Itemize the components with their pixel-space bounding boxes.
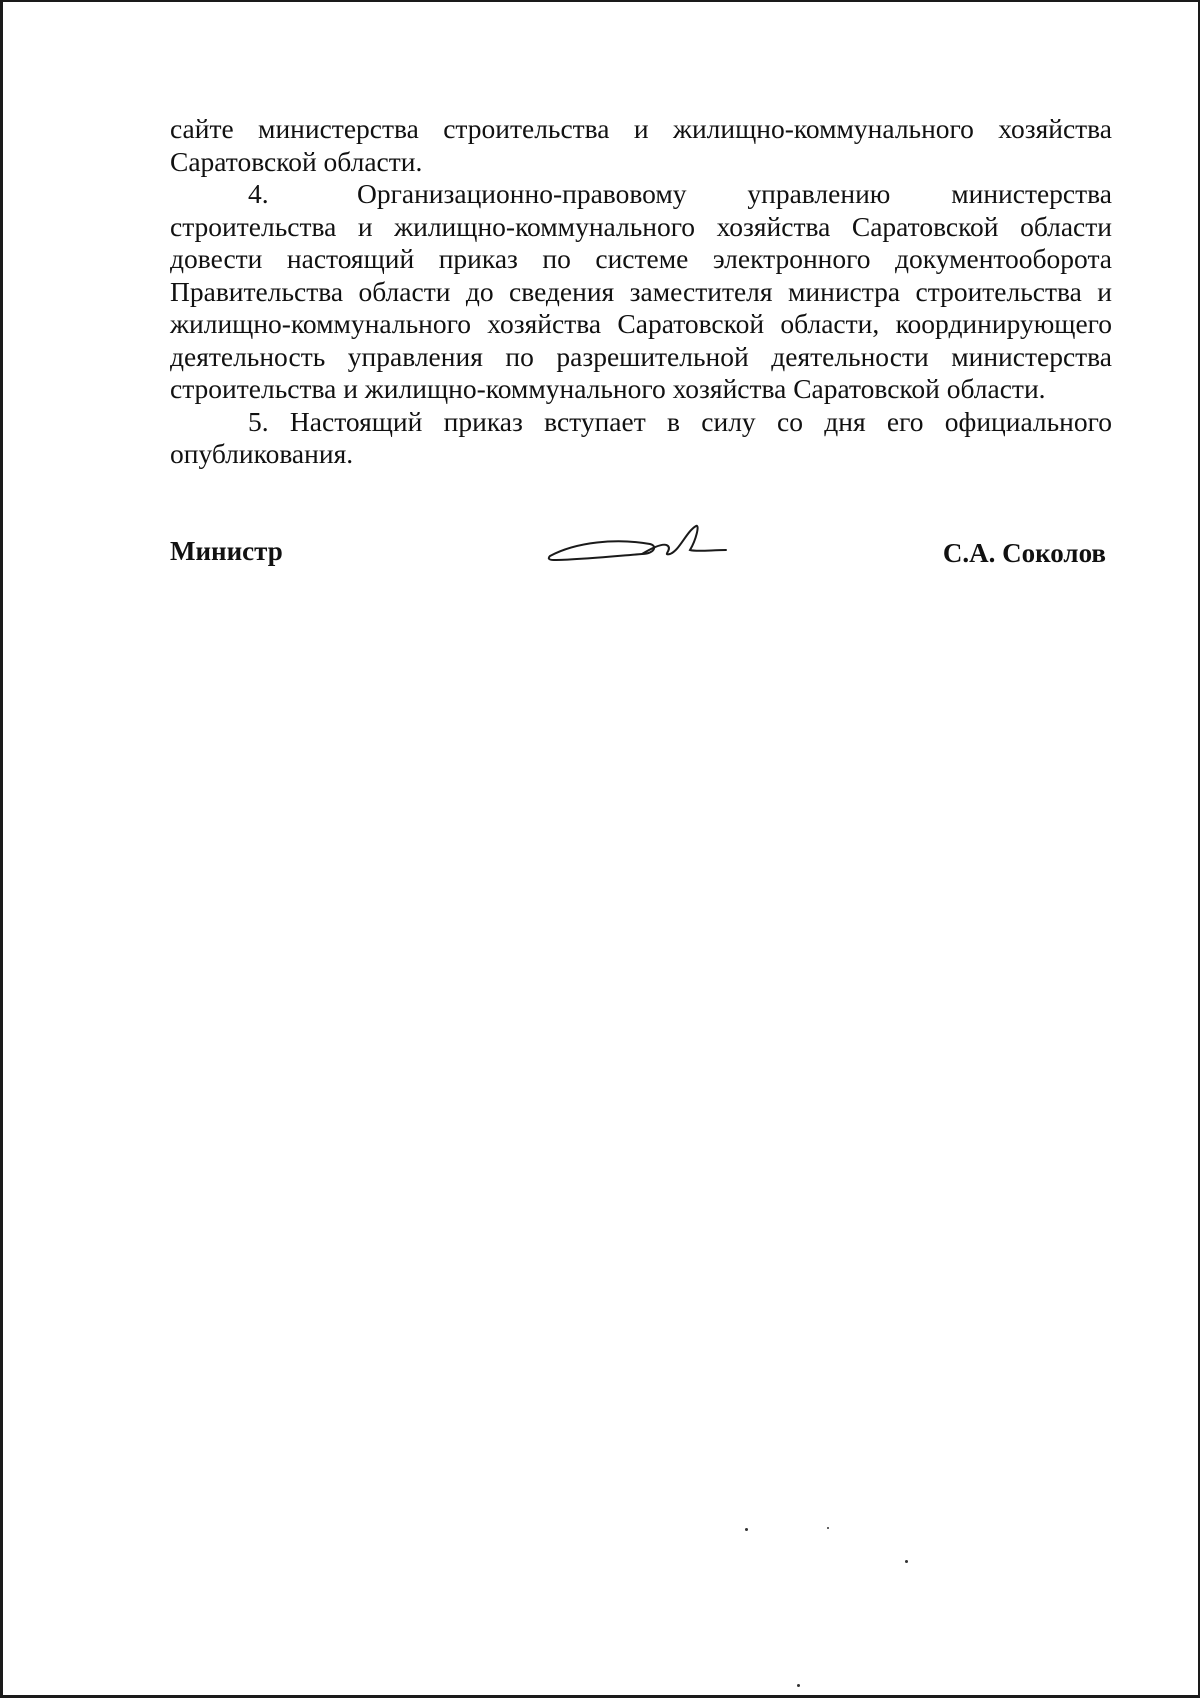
signature-block: [170, 530, 1106, 580]
paragraph-item-5: 5. Настоящий приказ вступает в силу со дня его официального опубликования.: [170, 405, 1112, 469]
signatory-name: С.А. Соколов: [942, 538, 1106, 568]
scan-speck: [827, 1527, 829, 1529]
scan-speck: [745, 1528, 748, 1531]
paragraph-continuation: сайте министерства строительства и жилищно-коммунального хозяйства Саратовской области.: [170, 113, 1112, 177]
scan-speck: [905, 1560, 908, 1563]
scan-speck: [797, 1684, 800, 1687]
border-top: [0, 0, 1200, 2]
paragraph-item-4: 4. Организационно-правовому управлению министерства строительства и жилищно-коммунального хозяйства Саратовской области довести настоящий приказ по системе электронного документооборота Правительства области до сведения заместителя министра строительства и жилищно-коммунального хозяйства Саратовской области, координирующего деятельность управления по разрешительной деятельности министерства строительства и жилищно-коммунального хозяйства Саратовской области.: [170, 178, 1112, 404]
document-body: [170, 113, 1112, 471]
border-left: [0, 0, 3, 1698]
signatory-title: Министр: [170, 536, 283, 566]
handwritten-signature: [546, 520, 730, 568]
